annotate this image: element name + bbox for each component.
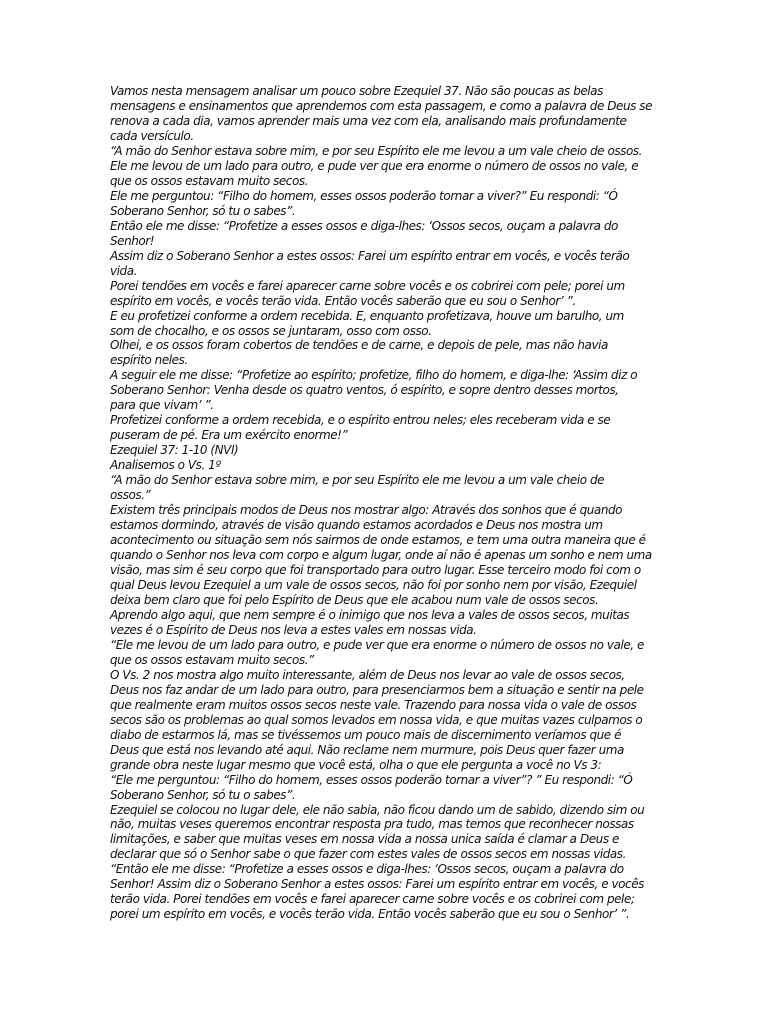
text-line: estamos dormindo, através de visão quando estamos acordados e Deus nos mostra um: [110, 518, 603, 533]
text-line: Deus nos faz andar de um lado para outro, para presenciarmos bem a situação e sentir na pele: [110, 682, 644, 697]
text-line: visão, mas sim é seu corpo que foi transportado para outro lugar. Esse terceiro modo foi com o: [110, 563, 641, 577]
text-line: Senhor!: [110, 233, 155, 248]
text-line: “A mão do Senhor estava sobre mim, e por seu Espírito ele me levou a um vale cheio de ossos.: [110, 143, 642, 158]
text-line: Ele me perguntou: “Filho do homem, esses ossos poderão tornar a viver?” Eu respondi: “Ó: [110, 188, 618, 203]
text-line: Deus que está nos levando até aqui. Não reclame nem murmure, pois Deus quer fazer uma: [110, 742, 624, 757]
text-line: Soberano Senhor: Venha desde os quatro ventos, ó espírito, e sopre dentro desses mortos,: [110, 383, 619, 398]
text-line: vida.: [110, 263, 137, 278]
text-line: não, muitas veses queremos encontrar resposta pra tudo, mas temos que reconhecer nossas: [110, 817, 634, 832]
text-line: O Vs. 2 nos mostra algo muito interessante, além de Deus nos levar ao vale de ossos secos,: [110, 667, 625, 682]
text-line: Assim diz o Soberano Senhor a estes ossos: Farei um espírito entrar em vocês, e vocês terão: [110, 248, 630, 263]
text-line: Ele me levou de um lado para outro, e pude ver que era enorme o número de ossos no vale, e: [110, 158, 639, 173]
text-line: que os ossos estavam muito secos.: [110, 173, 309, 188]
text-line: Existem três principais modos de Deus nos mostrar algo: Através dos sonhos que é quando: [110, 503, 623, 518]
text-line: E eu profetizei conforme a ordem recebida. E, enquanto profetizava, houve um barulho, um: [110, 308, 624, 323]
text-line: grande obra neste lugar mesmo que você está, olha o que ele pergunta a você no Vs 3:: [110, 757, 602, 772]
text-line: cada versículo.: [110, 128, 194, 143]
text-line: A seguir ele me disse: “Profetize ao espírito; profetize, filho do homem, e diga-lhe: ‘Assim diz o: [110, 368, 638, 383]
text-line: “Então ele me disse: “Profetize a esses ossos e diga-lhes: ‘Ossos secos, ouçam a palavra do: [110, 862, 624, 877]
text-line: limitações, e saber que muitas veses em nossa vida a nossa unica saída é clamar a Deus e: [110, 832, 619, 847]
text-line: Soberano Senhor, só tu o sabes”.: [110, 787, 296, 802]
text-line: Aprendo algo aqui, que nem sempre é o inimigo que nos leva a vales de ossos secos, muitas: [110, 607, 630, 622]
text-line: puseram de pé. Era um exército enorme!”: [110, 428, 348, 443]
text-line: declarar que só o Senhor sabe o que fazer com estes vales de ossos secos em nossas vidas.: [110, 847, 626, 862]
text-line: secos são os problemas ao qual somos levados em nossa vida, e que muitas vazes culpamos o: [110, 712, 643, 727]
text-line: Ezequiel 37: 1-10 (NVI): [110, 443, 239, 458]
text-line: Senhor! Assim diz o Soberano Senhor a estes ossos: Farei um espírito entrar em vocês, e vocês: [110, 877, 644, 892]
text-line: ossos.”: [110, 488, 151, 503]
text-line: mensagens e ensinamentos que aprendemos com esta passagem, e como a palavra de Deus se: [110, 98, 653, 113]
text-line: qual Deus levou Ezequiel a um vale de ossos secos, não foi por sonho nem por visão, Ezequiel: [110, 577, 637, 592]
text-line: Profetizei conforme a ordem recebida, e o espírito entrou neles; eles receberam vida e se: [110, 413, 611, 428]
text-line: “Ele me levou de um lado para outro, e pude ver que era enorme o número de ossos no vale, e: [110, 637, 644, 652]
text-line: quando o Senhor nos leva com corpo e algum lugar, onde aí não é apenas um sonho e nem uma: [110, 548, 652, 563]
text-line: terão vida. Porei tendões em vocês e farei aparecer carne sobre vocês e os cobrirei com pele;: [110, 892, 635, 907]
document-body-text: [110, 84, 658, 922]
text-line: espírito em vocês, e vocês terão vida. Então vocês saberão que eu sou o Senhor’ ”.: [110, 293, 576, 308]
text-line: espírito neles.: [110, 353, 188, 368]
text-line: Analisemos o Vs. 1º: [110, 458, 221, 473]
text-line: vezes é o Espírito de Deus nos leva a estes vales em nossas vida.: [110, 622, 477, 637]
text-line: que realmente eram muitos ossos secos neste vale. Trazendo para nossa vida o vale de ossos: [110, 697, 637, 712]
text-line: Então ele me disse: “Profetize a esses ossos e diga-lhes: ‘Ossos secos, ouçam a palavra do: [110, 218, 618, 233]
text-line: Ezequiel se colocou no lugar dele, ele não sabia, não ficou dando um de sabido, dizendo sim ou: [110, 802, 645, 817]
text-line: som de chocalho, e os ossos se juntaram, osso com osso.: [110, 323, 432, 338]
text-line: Porei tendões em vocês e farei aparecer carne sobre vocês e os cobrirei com pele; porei um: [110, 278, 625, 293]
text-line: para que vivam’ ”.: [110, 398, 214, 413]
text-line: deixa bem claro que foi pelo Espírito de Deus que ele acabou num vale de ossos secos.: [110, 592, 599, 607]
text-line: que os ossos estavam muito secos.”: [110, 652, 314, 667]
text-line: renova a cada dia, vamos aprender mais uma vez com ela, analisando mais profundamente: [110, 113, 627, 128]
text-line: “A mão do Senhor estava sobre mim, e por seu Espírito ele me levou a um vale cheio de: [110, 473, 605, 488]
text-line: porei um espírito em vocês, e vocês terão vida. Então vocês saberão que eu sou o Senhor’ ”.: [110, 907, 630, 922]
text-line: “Ele me perguntou: “Filho do homem, esses ossos poderão tornar a viver”? ” Eu respondi: “Ó: [110, 772, 633, 787]
text-line: Vamos nesta mensagem analisar um pouco sobre Ezequiel 37. Não são poucas as belas: [110, 84, 603, 98]
text-line: Olhei, e os ossos foram cobertos de tendões e de carne, e depois de pele, mas não havia: [110, 338, 608, 353]
text-line: Soberano Senhor, só tu o sabes”.: [110, 203, 296, 218]
text-line: diabo de estarmos lá, mas se tivéssemos um pouco mais de discernimento veríamos que é: [110, 727, 622, 742]
text-line: acontecimento ou situação sem nós sairmos de onde estamos, e tem uma outra maneira que é: [110, 533, 646, 548]
